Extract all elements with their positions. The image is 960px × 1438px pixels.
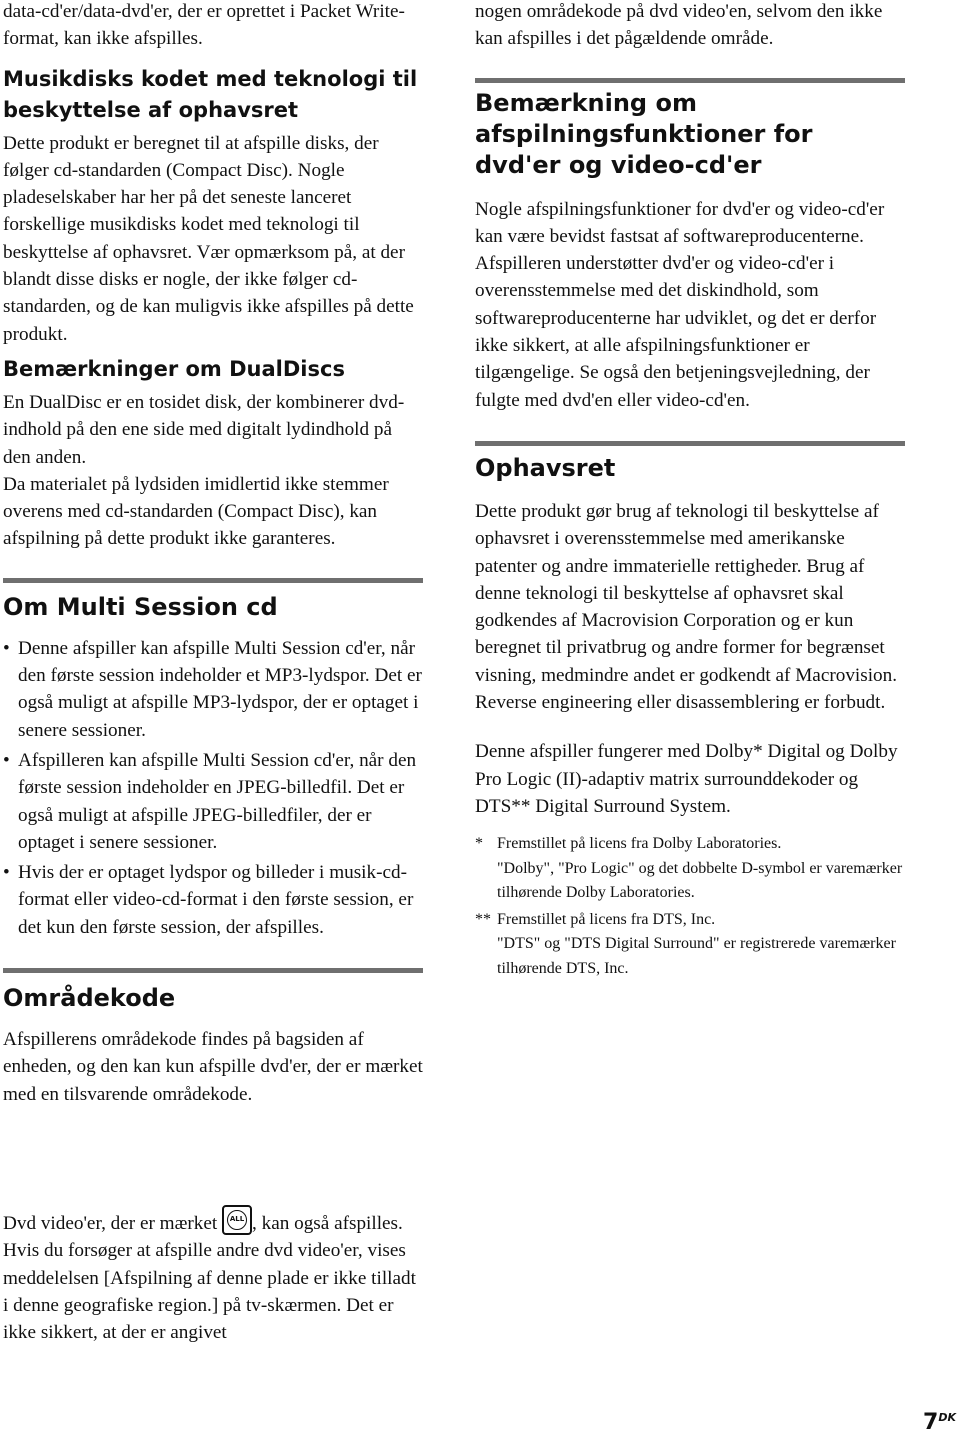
list-item: • Denne afspiller kan afspille Multi Session cd'er, når den første session indeholder et MP3-lydspor. Det er også muligt at afspille MP3-lydspor, der er optaget i senere sessioner. xyxy=(3,635,423,744)
list-item: • Hvis der er optaget lydspor og billeder i musik-cd-format eller video-cd-format i den første session, er det kun den første session, der afspilles. xyxy=(3,859,423,941)
section-divider xyxy=(475,441,905,446)
heading-dualdisc: Bemærkninger om DualDiscs xyxy=(3,356,345,381)
playback-notes-text: Nogle afspilningsfunktioner for dvd'er og video-cd'er kan være bevidst fastsat af softwareproducenterne. Afspilleren understøtter dvd'er og video-cd'er i overensstemmelse med det diskindhold, som softwareproducenterne har udviklet, og det er derfor ikke sikkert, at alle afspilningsfunktioner er tilgængelige. Se også den betjeningsvejledning, der fulgte med dvd'en eller video-cd'en. xyxy=(475,198,885,411)
region-all-icon-label: ALL xyxy=(227,1210,247,1230)
heading-playback-notes: Bemærkning om afspilningsfunktioner for dvd'er og video-cd'er xyxy=(475,88,813,179)
list-item: • Afspilleren kan afspille Multi Session cd'er, når den første session indeholder en JPEG-billedfil. Det er også muligt at afspille JPEG-billedfiler, der er optaget i senere sessioner. xyxy=(3,747,423,856)
heading-copyright: Ophavsret xyxy=(475,453,616,482)
footnote-line: "Dolby", "Pro Logic" og det dobbelte D-symbol er varemærker tilhørende Dolby Laboratories. xyxy=(497,859,903,902)
heading-multisession: Om Multi Session cd xyxy=(3,592,278,621)
region-continuation-text: nogen områdekode på dvd video'en, selvom den ikke kan afspilles i det pågældende område. xyxy=(475,1,883,50)
region-other-text: Hvis du forsøger at afspille andre dvd video'er, vises meddelelsen [Afspilning af denne plade er ikke tilladt i denne geografiske region.] på tv-skærmen. Det er ikke sikkert, at der er angivet xyxy=(3,1240,416,1344)
section-divider xyxy=(3,968,423,973)
footnote-line: Fremstillet på licens fra DTS, Inc. xyxy=(497,910,716,928)
left-column xyxy=(3,0,423,1108)
dualdisc-text-1: En DualDisc er en tosidet disk, der kombinerer dvd-indhold på den ene side med digitalt lydindhold på den anden. xyxy=(3,391,405,468)
region-marked-text xyxy=(3,1205,423,1237)
dolby-dts-text: Denne afspiller fungerer med Dolby* Digital og Dolby Pro Logic (II)-adaptiv matrix surrounddekoder og DTS** Digital Surround System. xyxy=(475,741,898,817)
dualdisc-text-2: Da materialet på lydsiden imidlertid ikke stemmer overens med cd-standarden (Compact Disc), kan afspilning på dette produkt ikke garanteres. xyxy=(3,473,389,550)
footnote-line: "DTS" og "DTS Digital Surround" er registrerede varemærker tilhørende DTS, Inc. xyxy=(497,935,896,977)
copyright-text: Dette produkt gør brug af teknologi til beskyttelse af ophavsret i overensstemmelse med amerikanske patenter og andre immaterielle rettigheder. Brug af denne teknologi til beskyttelse af ophavsret skal godkendes af Macrovision Corporation og er kun beregnet til privatbrug og andre former for begrænset visning, medmindre andet er godkendt af Macrovision. Reverse engineering eller disassemblering er forbudt. xyxy=(475,500,898,714)
region-marked-before: Dvd video'er, der er mærket xyxy=(3,1213,223,1234)
footnote-dts xyxy=(475,908,905,982)
section-divider xyxy=(3,578,423,583)
footnote-mark: ** xyxy=(475,910,491,928)
footnote-line: Fremstillet på licens fra Dolby Laboratories. xyxy=(497,835,782,853)
intro-text: data-cd'er/data-dvd'er, der er oprettet i Packet Write-format, kan ikke afspilles. xyxy=(3,1,405,50)
page-number-value: 7 xyxy=(923,1410,939,1435)
region-marked-after: , kan også afspilles. xyxy=(252,1213,403,1234)
multisession-list xyxy=(3,635,423,941)
page-number xyxy=(923,1410,956,1435)
section-divider xyxy=(475,78,905,83)
page-language-code: DK xyxy=(938,1411,956,1424)
music-copyprotection-text: Dette produkt er beregnet til at afspille disks, der følger cd-standarden (Compact Disc). Nogle pladeselskaber har her på det seneste lanceret forskellige musikdisks kodet med teknologi til beskyttelse af ophavsret. Vær opmærksom på, at der blandt disse disks er nogle, der ikke følger cd-standarden, og de kan muligvis ikke afspilles på dette produkt. xyxy=(3,132,414,345)
region-all-icon xyxy=(222,1205,252,1235)
region-code-text: Afspillerens områdekode findes på bagsiden af enheden, og den kan kun afspille dvd'er, der er mærket med en tilsvarende områdekode. xyxy=(3,1029,423,1105)
footnote-dolby xyxy=(475,832,905,906)
footnote-mark: * xyxy=(475,835,483,853)
heading-music-copyprotection: Musikdisks kodet med teknologi til beskyttelse af ophavsret xyxy=(3,66,418,122)
left-column-bottom xyxy=(3,1205,423,1346)
heading-region-code: Områdekode xyxy=(3,984,176,1013)
right-column xyxy=(475,0,905,981)
